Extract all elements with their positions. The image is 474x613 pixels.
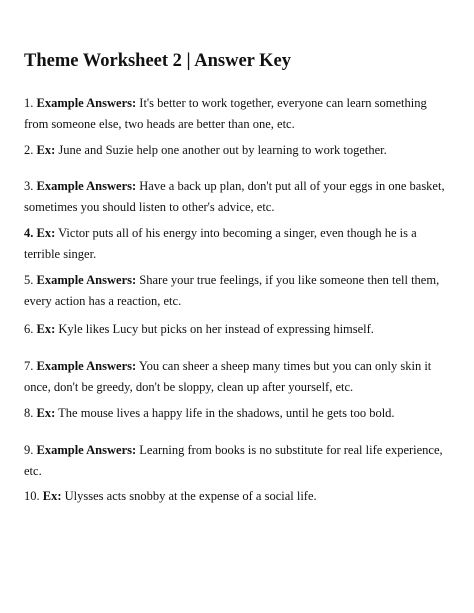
answer-item bbox=[24, 486, 450, 507]
answer-text: It's better to work together, everyone can learn something from someone else, two heads are better than one, etc. bbox=[24, 96, 427, 131]
answer-text: Victor puts all of his energy into becoming a singer, even though he is a terrible singer. bbox=[24, 226, 417, 261]
answer-label: Example Answers: bbox=[36, 359, 137, 373]
answer-label: Ex: bbox=[36, 226, 56, 240]
answer-number: 2. bbox=[24, 143, 34, 157]
answer-number: 8. bbox=[24, 406, 34, 420]
answer-item bbox=[24, 356, 450, 397]
answer-text: Learning from books is no substitute for real life experience, etc. bbox=[24, 443, 443, 478]
answer-number: 4. bbox=[24, 226, 34, 240]
answer-item bbox=[24, 140, 450, 161]
answer-text: The mouse lives a happy life in the shadows, until he gets too bold. bbox=[58, 406, 395, 420]
answer-label: Ex: bbox=[36, 406, 56, 420]
answer-number: 3. bbox=[24, 179, 34, 193]
answer-label: Ex: bbox=[42, 489, 62, 503]
answer-text: Ulysses acts snobby at the expense of a social life. bbox=[64, 489, 317, 503]
answer-item bbox=[24, 403, 450, 424]
worksheet-title: Theme Worksheet 2 | Answer Key bbox=[24, 51, 292, 71]
answer-number: 7. bbox=[24, 359, 34, 373]
answer-text: Have a back up plan, don't put all of your eggs in one basket, sometimes you should listen to other's advice, etc. bbox=[24, 179, 445, 214]
answer-label: Example Answers: bbox=[36, 96, 137, 110]
answer-number: 1. bbox=[24, 96, 34, 110]
answer-label: Example Answers: bbox=[36, 273, 137, 287]
answer-number: 10. bbox=[24, 489, 40, 503]
answer-label: Ex: bbox=[36, 143, 56, 157]
answer-item bbox=[24, 440, 450, 481]
answer-item bbox=[24, 319, 450, 340]
answer-label: Example Answers: bbox=[36, 443, 137, 457]
answer-item bbox=[24, 223, 450, 264]
answer-number: 9. bbox=[24, 443, 34, 457]
answer-text: You can sheer a sheep many times but you can only skin it once, don't be greedy, don't be sloppy, clean up after yourself, etc. bbox=[24, 359, 432, 394]
answer-number: 6. bbox=[24, 322, 34, 336]
answer-item bbox=[24, 93, 450, 134]
answer-number: 5. bbox=[24, 273, 34, 287]
answer-text: Share your true feelings, if you like someone then tell them, every action has a reaction, etc. bbox=[24, 273, 440, 308]
answer-label: Example Answers: bbox=[36, 179, 137, 193]
answer-text: Kyle likes Lucy but picks on her instead of expressing himself. bbox=[58, 322, 374, 336]
answer-item bbox=[24, 176, 450, 217]
answer-item bbox=[24, 270, 450, 311]
answer-label: Ex: bbox=[36, 322, 56, 336]
answer-text: June and Suzie help one another out by learning to work together. bbox=[58, 143, 387, 157]
